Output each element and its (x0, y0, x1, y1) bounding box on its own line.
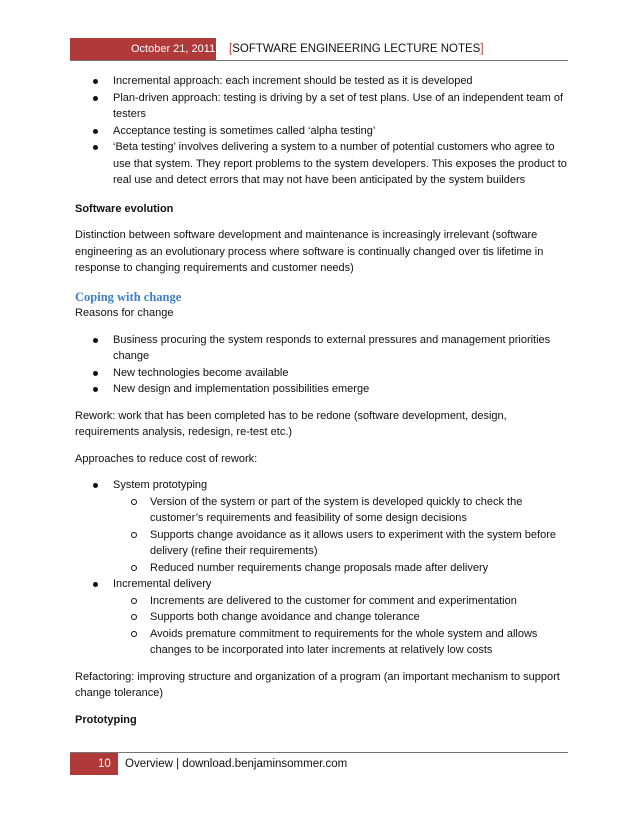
footer-text: Overview | download.benjaminsommer.com (125, 758, 348, 770)
page-number: 10 (98, 758, 111, 770)
coping-with-change-heading: Coping with change (75, 289, 182, 304)
sub-list-item: Avoids premature commitment to requirements for the whole system and allows changes to be incorporated into later increments at relatively low costs (75, 626, 568, 659)
list-item: New technologies become available (75, 365, 568, 382)
sub-list-item: Version of the system or part of the system is developed quickly to check the customer’s requirements and feasibility of some design decisions (75, 494, 568, 527)
software-evolution-heading: Software evolution (75, 202, 174, 215)
header-bracket-close: ] (480, 43, 484, 55)
header-bracket-open: [ (229, 43, 233, 55)
refactoring-paragraph: Refactoring: improving structure and organization of a program (an important mechanism to support change tolerance) (75, 670, 560, 699)
list-item: New design and implementation possibilities emerge (75, 381, 568, 398)
rework-paragraph: Rework: work that has been completed has to be redone (software development, design, requirements analysis, redesign, re-test etc.) (75, 409, 507, 438)
approaches-list (75, 477, 568, 659)
header-title-text: SOFTWARE ENGINEERING LECTURE NOTES (232, 43, 481, 55)
footer-accent-bar (70, 753, 118, 775)
list-item: Plan-driven approach: testing is driving by a set of test plans. Use of an independent team of testers (75, 90, 568, 123)
page-content (75, 73, 568, 728)
header-title (229, 43, 484, 55)
list-item: Incremental delivery (75, 576, 568, 593)
list-item: Incremental approach: each increment should be tested as it is developed (75, 73, 568, 90)
list-item: Acceptance testing is sometimes called ‘alpha testing’ (75, 123, 568, 140)
list-item: System prototyping (75, 477, 568, 494)
sub-list-item: Supports change avoidance as it allows users to experiment with the system before delivery (refine their requirements) (75, 527, 568, 560)
software-evolution-paragraph: Distinction between software development and maintenance is increasingly irrelevant (software engineering as an evolutionary process where software is continually changed over tis lifetime in response to changing requirements and customer needs) (75, 229, 544, 274)
prototyping-heading: Prototyping (75, 713, 137, 726)
list-item: ‘Beta testing’ involves delivering a system to a number of potential customers who agree to use that system. They report problems to the system developers. This exposes the product to real use and detect errors that may not have been anticipated by the system builders (75, 139, 568, 189)
footer-rule (70, 752, 568, 753)
sub-list-item: Increments are delivered to the customer for comment and experimentation (75, 593, 568, 610)
reasons-label: Reasons for change (75, 307, 174, 319)
sub-list-item: Reduced number requirements change proposals made after delivery (75, 560, 568, 577)
list-item: Business procuring the system responds to external pressures and management priorities change (75, 332, 568, 365)
header-rule (70, 60, 568, 61)
testing-bullet-list (75, 73, 568, 189)
sub-list-item: Supports both change avoidance and change tolerance (75, 609, 568, 626)
header-date: October 21, 2011 (131, 43, 216, 55)
approaches-label: Approaches to reduce cost of rework: (75, 452, 258, 465)
reasons-list (75, 332, 568, 398)
